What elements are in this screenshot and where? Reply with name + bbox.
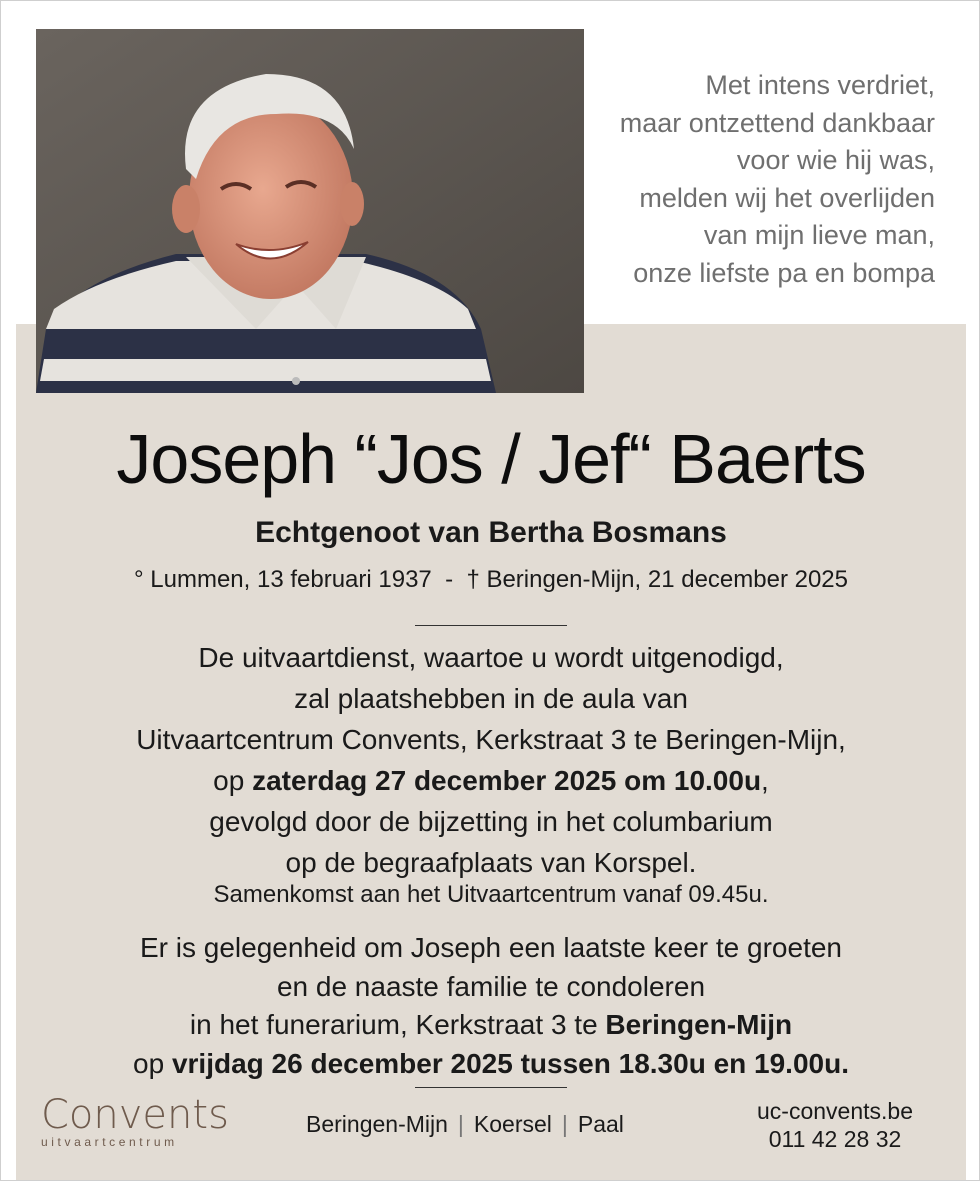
intro-line: maar ontzettend dankbaar (619, 107, 935, 138)
service-date-prefix: op (213, 765, 253, 796)
convents-logo (41, 1093, 231, 1149)
service-line: zal plaatshebben in de aula van (294, 683, 688, 714)
visit-line: Er is gelegenheid om Joseph een laatste keer te groeten (139, 932, 842, 963)
intro-line: onze liefste pa en bompa (633, 257, 935, 288)
service-date-suffix: , (761, 765, 769, 796)
service-line: gevolgd door de bijzetting in het columbarium (209, 806, 773, 837)
intro-line: Met intens verdriet, (705, 70, 935, 100)
intro-line: melden wij het overlijden (639, 182, 935, 213)
phone-number: 011 42 28 32 (768, 1126, 902, 1152)
divider (415, 1087, 567, 1088)
divider (415, 625, 567, 626)
visit-date: vrijdag 26 december 2025 tussen 18.30u en 19.00u. (171, 1047, 849, 1079)
visit-line (1, 1045, 980, 1084)
visit-date-prefix: op (133, 1047, 172, 1079)
visit-location: Beringen-Mijn (605, 1009, 793, 1040)
visit-line: en de naaste familie te condoleren (276, 970, 706, 1002)
service-line: op de begraafplaats van Korspel. (285, 847, 697, 878)
visitation-info (1, 929, 980, 1083)
locations-list (306, 1111, 624, 1138)
visit-location-prefix: in het funerarium, Kerkstraat 3 te (189, 1009, 606, 1040)
location-item: Paal (577, 1111, 624, 1137)
website: uc-convents.be (757, 1098, 913, 1124)
service-line: De uitvaartdienst, waartoe u wordt uitgenodigd, (198, 642, 784, 673)
location-separator: | (561, 1111, 568, 1137)
logo-subtitle: uitvaartcentrum (41, 1135, 178, 1149)
intro-line: van mijn lieve man, (703, 220, 935, 250)
intro-text (575, 67, 935, 292)
funeral-service-info (1, 637, 980, 883)
location-item: Koersel (473, 1111, 552, 1137)
visit-line (1, 1006, 980, 1045)
birth-death-dates: ° Lummen, 13 februari 1937 - † Beringen-Mijn, 21 december 2025 (134, 566, 848, 593)
location-separator: | (457, 1111, 464, 1137)
spouse-line: Echtgenoot van Bertha Bosmans (255, 516, 727, 549)
contact-info (735, 1097, 935, 1153)
intro-line: voor wie hij was, (736, 145, 935, 175)
portrait-photo (36, 29, 584, 393)
gathering-info: Samenkomst aan het Uitvaartcentrum vanaf 09.45u. (213, 881, 769, 908)
deceased-name: Joseph “Jos / Jef“ Baerts (116, 420, 866, 498)
location-item: Beringen-Mijn (306, 1111, 448, 1137)
service-line: Uitvaartcentrum Convents, Kerkstraat 3 te Beringen-Mijn, (136, 724, 846, 755)
service-date: zaterdag 27 december 2025 om 10.00u (252, 765, 762, 796)
service-line (1, 760, 980, 801)
logo-wordmark: Convents (41, 1092, 229, 1138)
